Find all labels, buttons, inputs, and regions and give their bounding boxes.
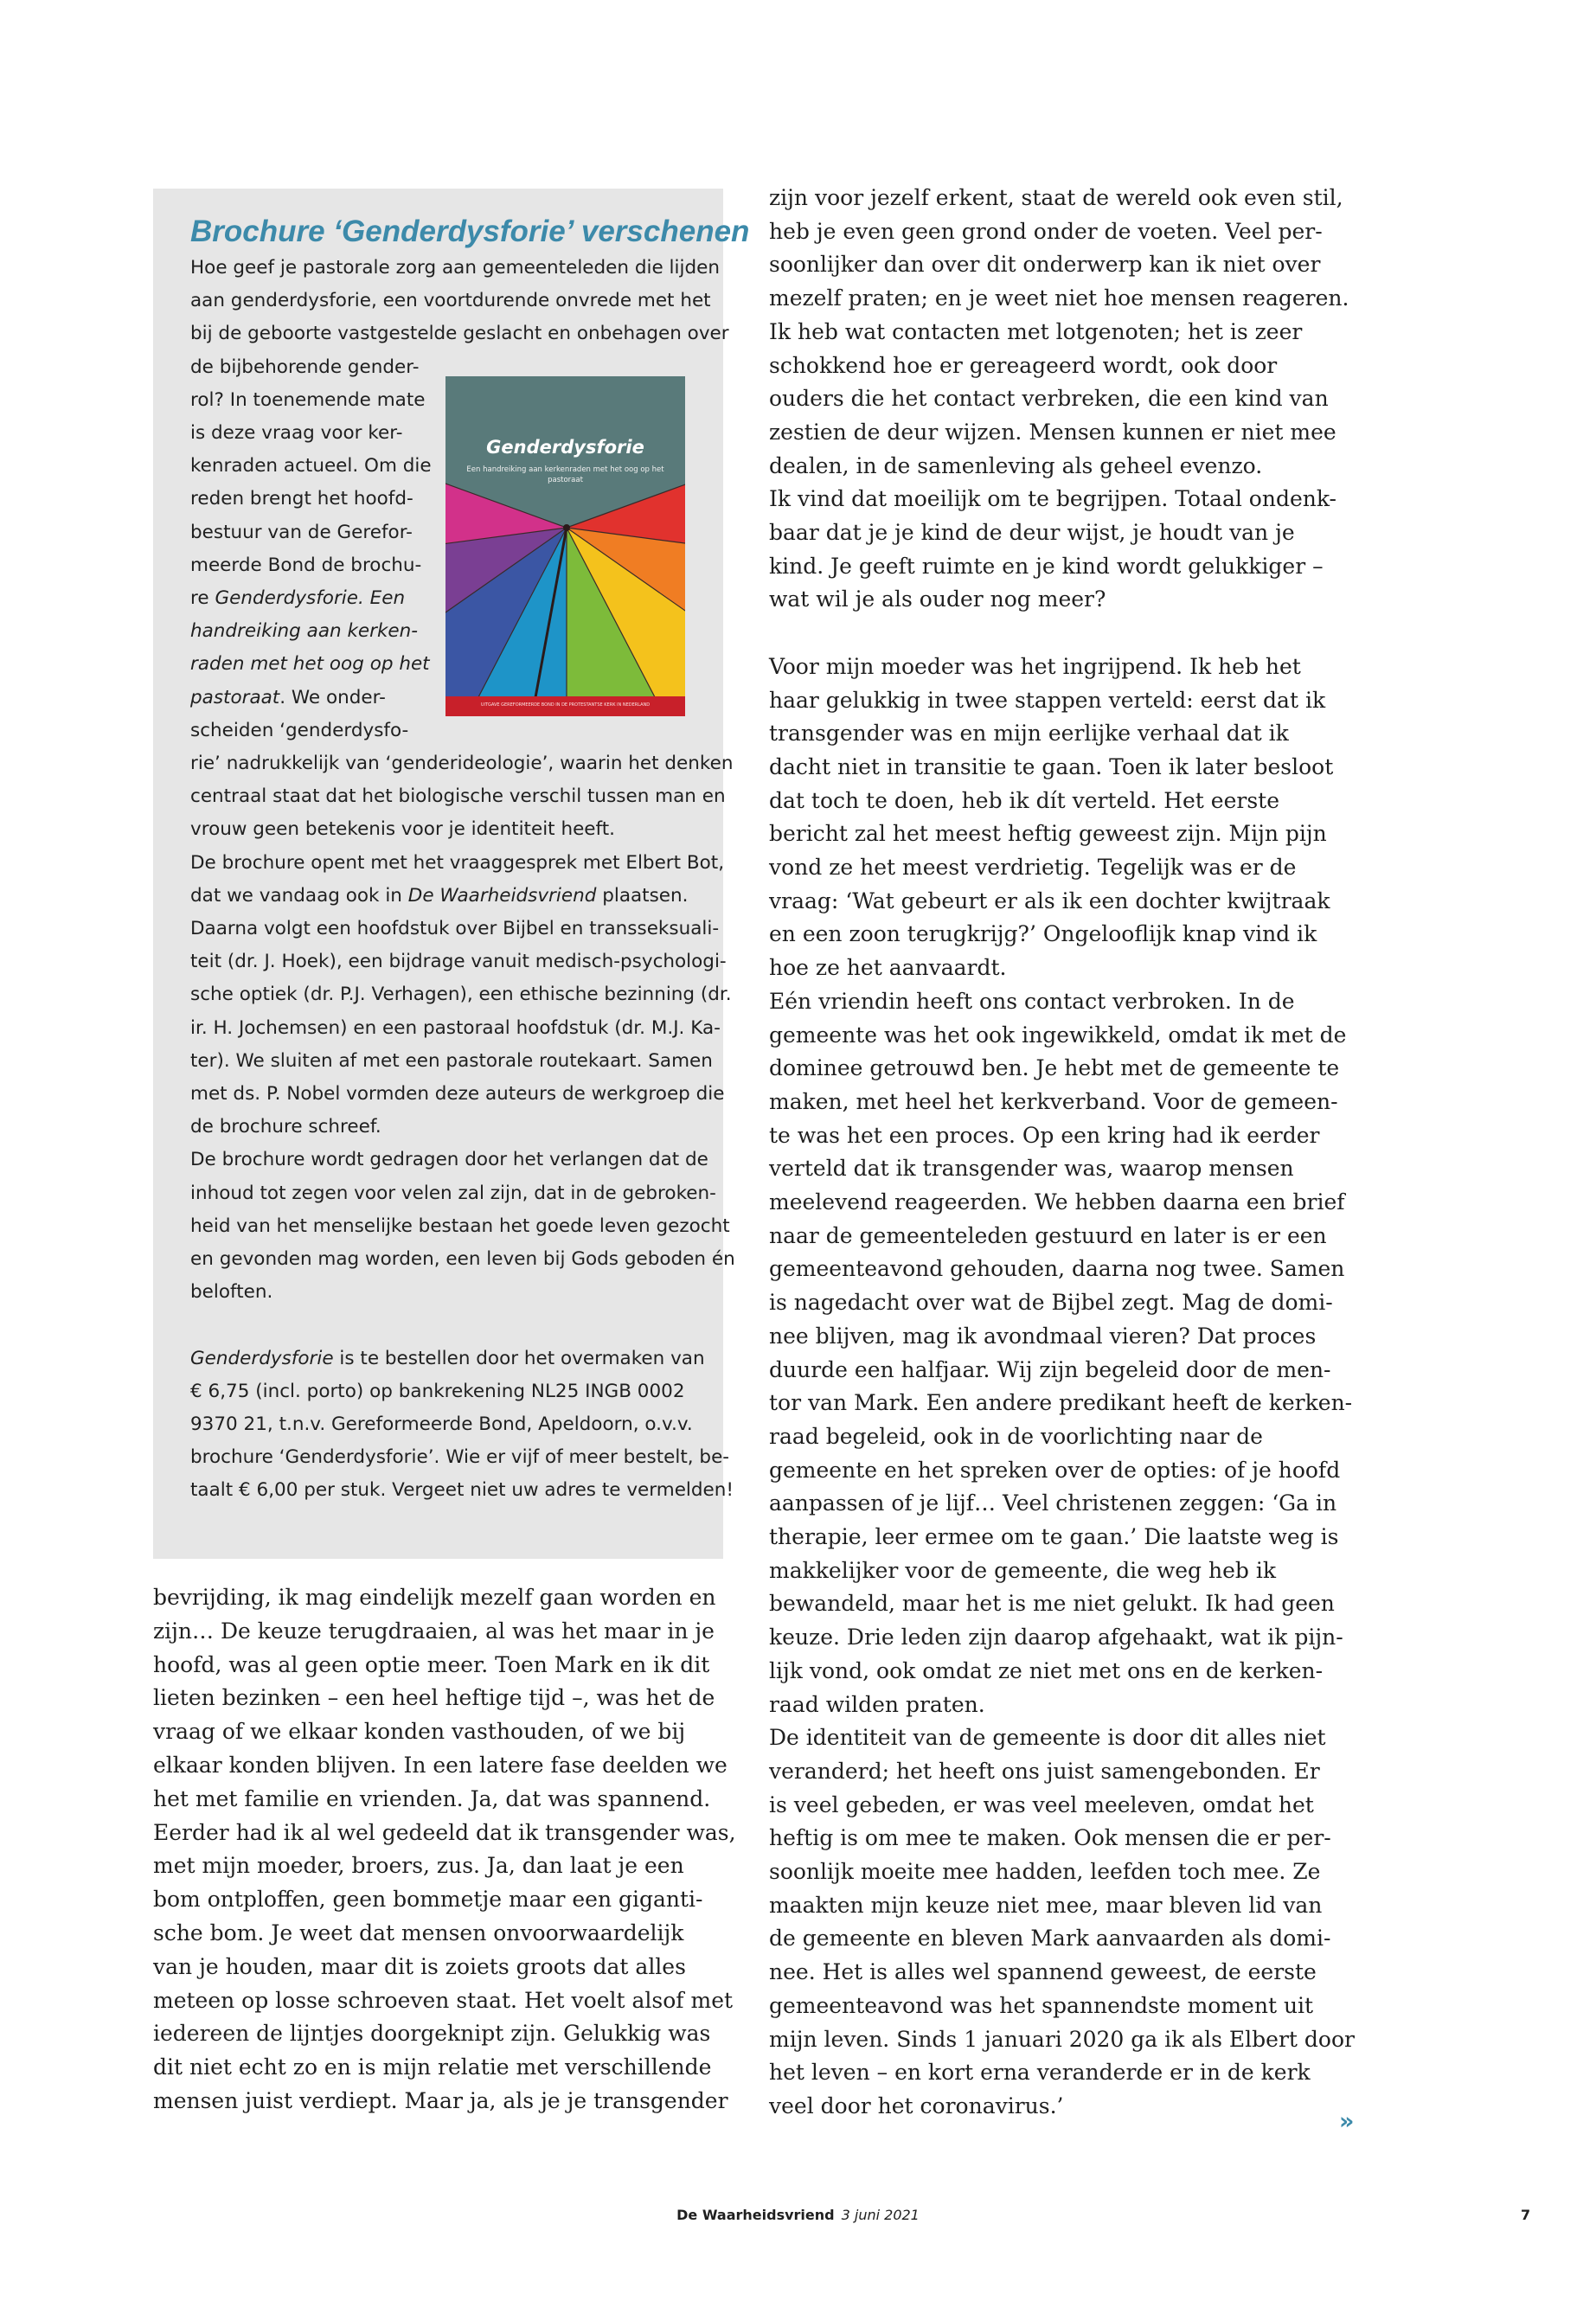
body-text-line: zijn… De keuze terugdraaien, al was het maar in je xyxy=(153,1618,715,1644)
sidebar-text: reden brengt het hoofd- xyxy=(190,488,413,510)
body-text-line: mezelf praten; en je weet niet hoe mensen reageren. xyxy=(769,285,1349,311)
body-text-line: Voor mijn moeder was het ingrijpend. Ik heb het xyxy=(769,653,1301,679)
body-text-line: raad begeleid, ook in de voorlichting naar de xyxy=(769,1423,1263,1449)
sidebar-text-line xyxy=(190,1413,693,1437)
body-text-line: naar de gemeenteleden gestuurd en later is er een xyxy=(769,1222,1327,1248)
body-text-line: gemeenteavond was het spannendste moment uit xyxy=(769,1992,1314,2018)
body-text-line: keuze. Drie leden zijn daarop afgehaakt, wat ik pijn- xyxy=(769,1625,1343,1650)
continue-arrow-icon: » xyxy=(1339,2108,1355,2135)
publication-name: De Waarheidsvriend xyxy=(676,2207,835,2223)
sidebar-italic-text: handreiking aan kerken- xyxy=(190,620,419,643)
sidebar-text-line xyxy=(190,752,733,776)
body-text-line: tor van Mark. Een andere predikant heeft de kerken- xyxy=(769,1390,1353,1416)
sidebar-text: meerde Bond de brochu- xyxy=(190,554,422,576)
sidebar-text: taalt € 6,00 per stuk. Vergeet niet uw adres te vermelden! xyxy=(190,1479,734,1502)
sidebar-text: re xyxy=(190,587,215,609)
sidebar-text-line xyxy=(190,421,402,445)
body-text-line: zestien de deur wijzen. Mensen kunnen er niet mee xyxy=(769,419,1336,445)
sidebar-text: . We onder- xyxy=(279,686,386,708)
sidebar-text-line xyxy=(190,1082,725,1106)
body-text-line: duurde een halfjaar. Wij zijn begeleid door de men- xyxy=(769,1356,1331,1382)
sidebar-text: ir. H. Jochemsen) en een pastoraal hoofdstuk (dr. M.J. Ka- xyxy=(190,1016,721,1039)
sidebar-text-line xyxy=(190,454,432,478)
body-text-line: De identiteit van de gemeente is door dit alles niet xyxy=(769,1725,1326,1751)
sidebar-text: rie’ nadrukkelijk van ‘genderideologie’, waarin het denken xyxy=(190,753,734,774)
sidebar-text-line xyxy=(190,1445,729,1470)
sidebar-text-line xyxy=(190,1215,730,1239)
sidebar-text-line xyxy=(190,1478,734,1503)
body-text-line: dat toch te doen, heb ik dít verteld. Het eerste xyxy=(769,787,1280,813)
sidebar-text-line xyxy=(190,1280,272,1304)
body-text-line: dit niet echt zo en is mijn relatie met verschillende xyxy=(153,2054,712,2080)
body-text-line: veel door het coronavirus.’ xyxy=(769,2093,1064,2118)
sidebar-text: plaatsen. xyxy=(596,884,689,907)
sidebar-text-line xyxy=(190,719,408,743)
body-text-line: elkaar konden blijven. In een latere fase deelden we xyxy=(153,1753,727,1778)
sidebar-text: de bijbehorende gender- xyxy=(190,356,420,378)
sidebar-text-line xyxy=(190,817,615,842)
sidebar-text: en gevonden mag worden, een leven bij Gods geboden én xyxy=(190,1248,735,1270)
sidebar-text: De brochure wordt gedragen door het verlangen dat de xyxy=(190,1149,708,1171)
body-text-line: mijn leven. Sinds 1 januari 2020 ga ik als Elbert door xyxy=(769,2026,1355,2052)
sidebar-text-line xyxy=(190,1115,381,1139)
page-footer xyxy=(0,2207,1596,2223)
body-text-line: van je houden, maar dit is zoiets groots dat alles xyxy=(153,1953,686,1979)
sidebar-text-line xyxy=(190,1347,705,1371)
sidebar-text-line xyxy=(190,851,724,875)
body-text-line: te was het een proces. Op een kring had ik eerder xyxy=(769,1122,1320,1148)
body-text-line: hoofd, was al geen optie meer. Toen Mark en ik dit xyxy=(153,1651,710,1677)
sidebar-text: is te bestellen door het overmaken van xyxy=(333,1347,705,1369)
body-text-line: maken, met heel het kerkverband. Voor de gemeen- xyxy=(769,1088,1338,1114)
sidebar-italic-text: raden met het oog op het xyxy=(190,653,430,676)
body-text-line: en een zoon terugkrijg?’ Ongelooflijk knap vind ik xyxy=(769,921,1317,947)
sidebar-text: Daarna volgt een hoofdstuk over Bijbel en transseksuali- xyxy=(190,918,720,939)
publication-date: 3 juni 2021 xyxy=(841,2207,920,2223)
sidebar-text: Hoe geef je pastorale zorg aan gemeenteleden die lijden xyxy=(190,257,720,279)
sidebar-text-line xyxy=(190,289,711,313)
sidebar-text-line xyxy=(190,785,726,809)
body-text-line: meelevend reageerden. We hebben daarna een brief xyxy=(769,1189,1345,1215)
body-text-line: Eén vriendin heeft ons contact verbroken. In de xyxy=(769,988,1295,1014)
body-text-line: dacht niet in transitie te gaan. Toen ik later besloot xyxy=(769,753,1334,779)
body-text-line: transgender was en mijn eerlijke verhaal dat ik xyxy=(769,721,1289,747)
sidebar-italic-text: pastoraat xyxy=(190,686,280,708)
sidebar-text: brochure ‘Genderdysforie’. Wie er vijf of meer bestelt, be- xyxy=(190,1446,730,1469)
sidebar-text-line xyxy=(190,1049,713,1074)
sidebar-text: heid van het menselijke bestaan het goede leven gezocht xyxy=(190,1215,730,1237)
body-text-line: verteld dat ik transgender was, waarop mensen xyxy=(769,1156,1294,1182)
body-text-line: zijn voor jezelf erkent, staat de wereld ook even stil, xyxy=(769,185,1343,210)
sidebar-text-line xyxy=(190,686,386,710)
body-text-line: vond ze het meest verdrietig. Tegelijk was er de xyxy=(769,855,1297,880)
sidebar-text-line xyxy=(190,1016,721,1041)
body-text-line: kind. Je geeft ruimte en je kind wordt gelukkiger – xyxy=(769,553,1324,579)
sidebar-text: € 6,75 (incl. porto) op bankrekening NL25 INGB 0002 xyxy=(190,1380,685,1402)
umbrella-hub xyxy=(563,524,570,531)
sidebar-text: teit (dr. J. Hoek), een bijdrage vanuit medisch-psychologi- xyxy=(190,951,727,973)
sidebar-text: aan genderdysforie, een voortdurende onvrede met het xyxy=(190,290,711,312)
sidebar-text-line xyxy=(190,1247,735,1272)
sidebar-text: 9370 21, t.n.v. Gereformeerde Bond, Apeldoorn, o.v.v. xyxy=(190,1413,693,1435)
body-text-line: bericht zal het meest heftig geweest zijn. Mijn pijn xyxy=(769,821,1327,847)
sidebar-title: Brochure ‘Genderdysforie’ verschenen xyxy=(190,215,750,248)
body-text-line: is nagedacht over wat de Bijbel zegt. Mag de domi- xyxy=(769,1290,1333,1316)
body-text-line: hoe ze het aanvaardt. xyxy=(769,955,1007,981)
sidebar-text: rol? In toenemende mate xyxy=(190,388,426,411)
body-text-line: makkelijker voor de gemeente, die weg heb ik xyxy=(769,1557,1276,1583)
cover-subtitle: Een handreiking aan kerkenraden met het oog op het pastoraat xyxy=(466,465,664,484)
sidebar-text: scheiden ‘genderdysfo- xyxy=(190,719,409,741)
body-text-line: maakten mijn keuze niet mee, maar bleven lid van xyxy=(769,1892,1323,1918)
sidebar-text: met ds. P. Nobel vormden deze auteurs de werkgroep die xyxy=(190,1083,725,1105)
body-text-line: nee. Het is alles wel spannend geweest, de eerste xyxy=(769,1959,1317,1985)
body-text-line: raad wilden praten. xyxy=(769,1691,985,1717)
sidebar-text: vrouw geen betekenis voor je identiteit heeft. xyxy=(190,818,615,841)
sidebar-text-line xyxy=(190,619,418,644)
body-text-line: het met familie en vrienden. Ja, dat was spannend. xyxy=(153,1785,711,1811)
sidebar-text: De brochure opent met het vraaggesprek met Elbert Bot, xyxy=(190,851,725,874)
sidebar-text-line xyxy=(190,388,426,413)
sidebar-text-line xyxy=(190,950,727,974)
sidebar-text-line xyxy=(190,586,405,611)
body-text-line: wat wil je als ouder nog meer? xyxy=(769,586,1106,612)
body-text-line: lieten bezinken – een heel heftige tijd –, was het de xyxy=(153,1685,715,1711)
sidebar-text: de brochure schreef. xyxy=(190,1116,381,1138)
body-text-line: dealen, in de samenleving als geheel evenzo. xyxy=(769,452,1263,478)
body-text-line: therapie, leer ermee om te gaan.’ Die laatste weg is xyxy=(769,1524,1339,1549)
body-text-line: het leven – en kort erna veranderde er in de kerk xyxy=(769,2060,1311,2086)
sidebar-text-line xyxy=(190,652,430,676)
body-text-line: dominee getrouwd ben. Je hebt met de gemeente te xyxy=(769,1055,1340,1081)
sidebar-italic-text: Genderdysforie. Een xyxy=(215,587,406,609)
sidebar-text-line xyxy=(190,521,413,545)
body-text-line: haar gelukkig in twee stappen verteld: eerst dat ik xyxy=(769,687,1326,713)
sidebar-text: inhoud tot zegen voor velen zal zijn, dat in de gebroken- xyxy=(190,1182,716,1204)
brochure-cover-image xyxy=(445,376,685,716)
body-text-line: lijk vond, ook omdat ze niet met ons en de kerken- xyxy=(769,1657,1324,1683)
sidebar-text-line xyxy=(190,917,719,941)
cover-footer: UITGAVE GEREFORMEERDE BOND IN DE PROTESTANTSE KERK IN NEDERLAND xyxy=(480,702,651,708)
sidebar-text: kenraden actueel. Om die xyxy=(190,455,432,478)
sidebar-text: dat we vandaag ook in xyxy=(190,884,408,907)
sidebar-text-line xyxy=(190,1182,716,1206)
umbrella-illustration xyxy=(445,376,685,716)
body-text-line: soonlijk moeite mee hadden, leefden toch mee. Ze xyxy=(769,1859,1321,1884)
body-text-line: baar dat je je kind de deur wijst, je houdt van je xyxy=(769,520,1295,545)
sidebar-text-line xyxy=(190,322,729,346)
body-text-line: ouders die het contact verbreken, die een kind van xyxy=(769,386,1329,412)
body-text-line: met mijn moeder, broers, zus. Ja, dan laat je een xyxy=(153,1853,684,1879)
body-text-line: iedereen de lijntjes doorgeknipt zijn. Gelukkig was xyxy=(153,2021,711,2047)
sidebar-text-line xyxy=(190,356,420,380)
body-text-line: bevrijding, ik mag eindelijk mezelf gaan worden en xyxy=(153,1585,716,1610)
body-text-line: sche bom. Je weet dat mensen onvoorwaardelijk xyxy=(153,1920,684,1945)
body-text-line: gemeente was het ook ingewikkeld, omdat ik met de xyxy=(769,1022,1347,1048)
sidebar-italic-text: Genderdysforie xyxy=(190,1347,334,1369)
body-text-line: mensen juist verdiept. Maar ja, als je je transgender xyxy=(153,2088,728,2113)
body-text-line: Ik heb wat contacten met lotgenoten; het is zeer xyxy=(769,318,1303,344)
body-text-line: gemeente en het spreken over de opties: of je hoofd xyxy=(769,1457,1341,1483)
body-text-line: nee blijven, mag ik avondmaal vieren? Dat proces xyxy=(769,1323,1317,1349)
sidebar-text-line xyxy=(190,487,413,511)
sidebar-text-line xyxy=(190,554,421,578)
sidebar-text: ter). We sluiten af met een pastorale routekaart. Samen xyxy=(190,1049,713,1072)
body-text-line: vraag of we elkaar konden vasthouden, of we bij xyxy=(153,1719,686,1745)
sidebar-text-line xyxy=(190,1380,685,1404)
cover-title: Genderdysforie xyxy=(486,437,644,458)
page-number: 7 xyxy=(1521,2207,1531,2223)
body-text-line: Ik vind dat moeilijk om te begrijpen. Totaal ondenk- xyxy=(769,486,1337,512)
body-text-line: heftig is om mee te maken. Ook mensen die er per- xyxy=(769,1825,1331,1851)
body-text-line: aanpassen of je lijf… Veel christenen zeggen: ‘Ga in xyxy=(769,1490,1337,1516)
body-text-line: de gemeente en bleven Mark aanvaarden als domi- xyxy=(769,1926,1331,1952)
sidebar-text: centraal staat dat het biologische verschil tussen man en xyxy=(190,785,726,808)
body-text-line: schokkend hoe er gereageerd wordt, ook door xyxy=(769,352,1278,378)
sidebar-text: beloften. xyxy=(190,1281,273,1304)
body-text-line: heb je even geen grond onder de voeten. Veel per- xyxy=(769,218,1323,244)
sidebar-text-line xyxy=(190,1148,708,1172)
body-text-line: soonlijker dan over dit onderwerp kan ik niet over xyxy=(769,252,1321,278)
sidebar-italic-text: De Waarheidsvriend xyxy=(407,884,597,907)
body-text-line: Eerder had ik al wel gedeeld dat ik transgender was, xyxy=(153,1819,736,1845)
body-text-line: vraag: ‘Wat gebeurt er als ik een dochter kwijtraak xyxy=(769,888,1330,913)
body-text-line: is veel gebeden, er was veel meeleven, omdat het xyxy=(769,1791,1314,1817)
body-text-line: gemeenteavond gehouden, daarna nog twee. Samen xyxy=(769,1256,1345,1282)
body-text-line: bewandeld, maar het is me niet gelukt. Ik had geen xyxy=(769,1591,1335,1617)
body-text-line: veranderd; het heeft ons juist samengebonden. Er xyxy=(769,1758,1320,1784)
body-text-line: bom ontploffen, geen bommetje maar een giganti- xyxy=(153,1887,703,1913)
sidebar-text-line xyxy=(190,256,720,280)
sidebar-text: bij de geboorte vastgestelde geslacht en onbehagen over xyxy=(190,323,729,345)
sidebar-text: is deze vraag voor ker- xyxy=(190,422,403,444)
sidebar-text: bestuur van de Gerefor- xyxy=(190,521,413,543)
sidebar-text-line xyxy=(190,983,732,1007)
body-text-line: meteen op losse schroeven staat. Het voelt alsof met xyxy=(153,1987,734,2013)
sidebar-text-line xyxy=(190,884,689,908)
sidebar-text: sche optiek (dr. P.J. Verhagen), een ethische bezinning (dr. xyxy=(190,984,732,1006)
